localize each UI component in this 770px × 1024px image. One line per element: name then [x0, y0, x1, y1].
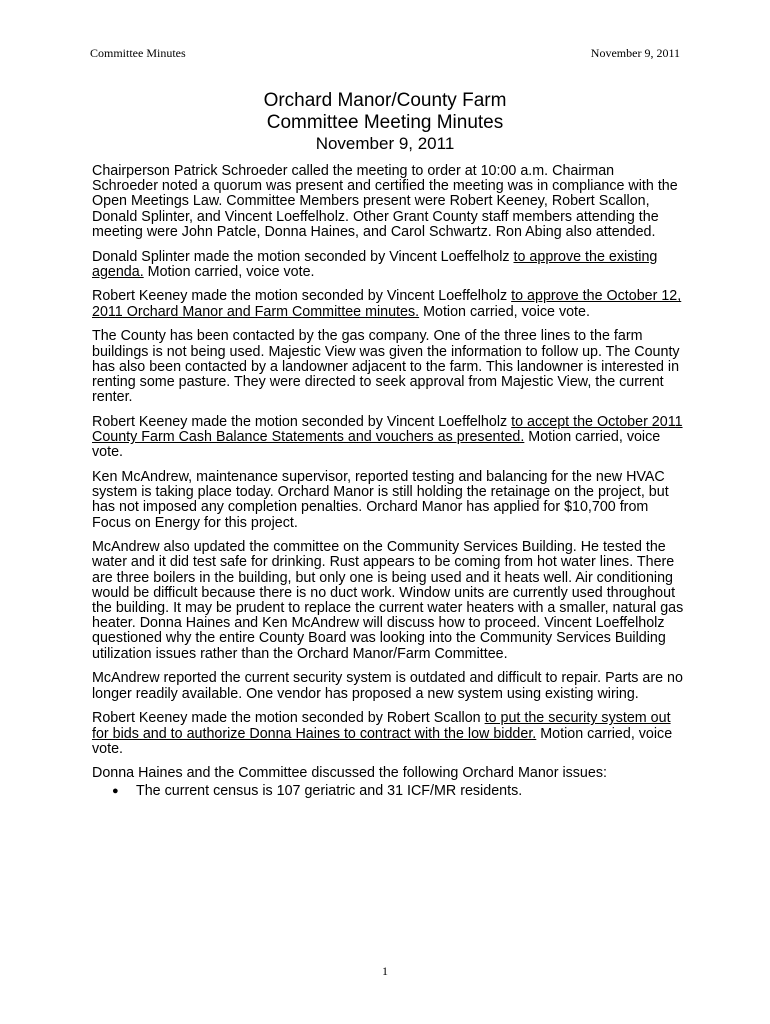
paragraph-call-to-order: Chairperson Patrick Schroeder called the meeting to order at 10:00 a.m. Chairman Schroeder noted a quorum was present and certified the meeting was in compliance with the Open Meetings Law. Committee Members present were Robert Keeney, Robert Scallon, Donald Splinter, and Vincent Loeffelholz. Other Grant County staff members attending the meeting were John Patcle, Donna Haines, and Carol Schwartz. Ron Abing also attended. [92, 163, 678, 240]
motion-result: Motion carried, voice vote. [143, 263, 315, 280]
motion-action-underlined: to approve the October 12, 2011 Orchard Manor and Farm Committee minutes. [92, 288, 682, 320]
paragraph-motion-security-bids [92, 711, 684, 757]
document-title-line-2: Committee Meeting Minutes [266, 112, 504, 133]
page-number: 1 [382, 964, 388, 978]
document-title-block [90, 90, 680, 153]
meeting-date: November 9, 2011 [315, 134, 455, 153]
motion-result: Motion carried, voice vote. [419, 303, 590, 320]
minutes-body [92, 164, 684, 799]
paragraph-motion-agenda [92, 250, 684, 280]
header-title: Committee Minutes [90, 46, 186, 60]
paragraph-motion-minutes [92, 289, 684, 319]
motion-text: Robert Keeney made the motion seconded by Vincent Loeffelholz [92, 288, 512, 305]
motion-action-underlined: to approve the existing agenda. [92, 248, 658, 280]
motion-action-underlined: to put the security system out for bids and to authorize Donna Haines to contract with the low bidder. [92, 710, 671, 742]
paragraph-gas-company: The County has been contacted by the gas company. One of the three lines to the farm buildings is not being used. Majestic View was given the information to follow up. The County has also been contacted by a landowner adjacent to the farm. This landowner is interested in renting some pasture. They were directed to seek approval from Majestic View, the current renter. [92, 328, 680, 406]
list-item-text: The current census is 107 geriatric and 31 ICF/MR residents. [136, 782, 523, 799]
issues-bullet-list [92, 784, 684, 799]
paragraph-motion-cash-balance [92, 415, 684, 461]
document-title-line-1: Orchard Manor/County Farm [263, 90, 507, 111]
motion-text: Robert Keeney made the motion seconded by Vincent Loeffelholz [92, 413, 512, 430]
paragraph-security-system: McAndrew reported the current security system is outdated and difficult to repair. Parts are no longer readily available. One vendor has proposed a new system using existing wiring. [92, 670, 683, 702]
motion-text: Donald Splinter made the motion seconded by Vincent Loeffelholz [92, 248, 514, 265]
paragraph-community-services-building: McAndrew also updated the committee on the Community Services Building. He tested the water and it did test safe for drinking. Rust appears to be coming from hot water lines. There are three boilers in the building, but only one is being used and it heats well. Air conditioning would be difficult because there is no duct work. Window units are currently used throughout the building. It may be prudent to replace the current water heaters with a smaller, natural gas heater. Donna Haines and Ken McAndrew will discuss how to proceed. Vincent Loeffelholz questioned why the entire County Board was looking into the Community Services Building utilization issues rather than the Orchard Manor/Farm Committee. [92, 539, 684, 662]
paragraph-orchard-manor-issues: Donna Haines and the Committee discussed the following Orchard Manor issues: [92, 765, 607, 782]
motion-result: Motion carried, voice vote. [92, 725, 673, 757]
motion-action-underlined: to accept the October 2011 County Farm Cash Balance Statements and vouchers as presented. [92, 413, 683, 446]
list-item [92, 784, 684, 799]
running-header [90, 46, 680, 61]
header-date: November 9, 2011 [590, 46, 680, 60]
paragraph-hvac-report: Ken McAndrew, maintenance supervisor, reported testing and balancing for the new HVAC system is taking place today. Orchard Manor is still holding the retainage on the project, but has not imposed any completion penalties. Orchard Manor has applied for $10,700 from Focus on Energy for this project. [92, 468, 669, 531]
motion-result: Motion carried, voice vote. [92, 429, 661, 461]
motion-text: Robert Keeney made the motion seconded by Robert Scallon [92, 710, 485, 727]
bullet-icon: ● [112, 784, 119, 797]
